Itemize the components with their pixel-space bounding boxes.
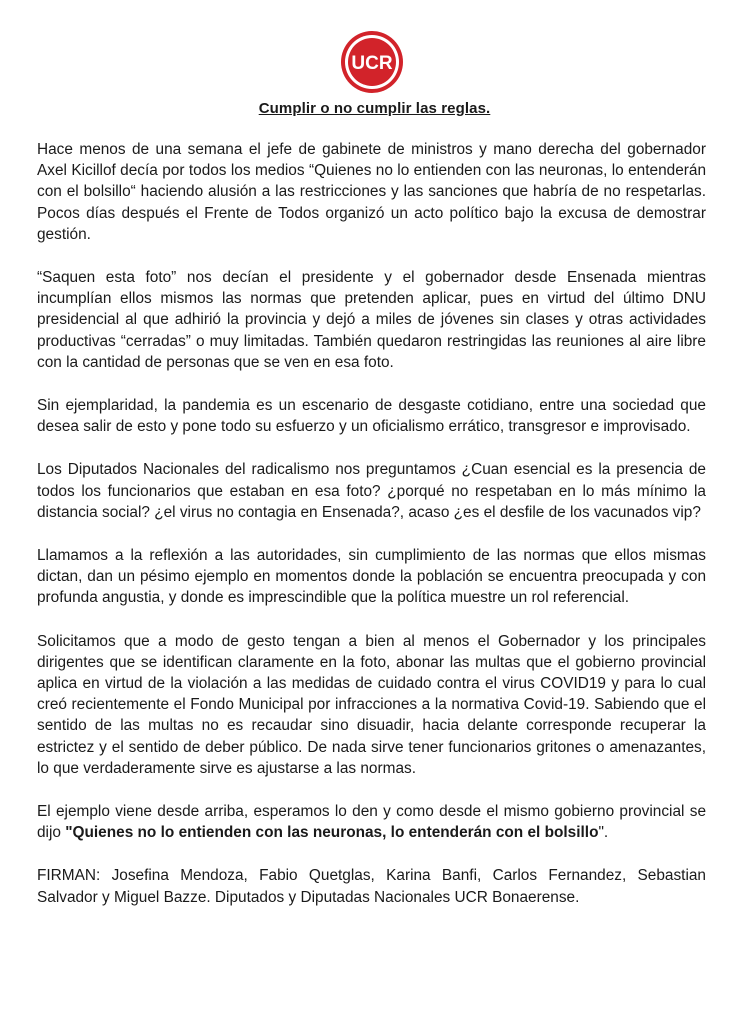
paragraph-2: “Saquen esta foto” nos decían el presidente y el gobernador desde Ensenada mientras incumplían ellos mismos las normas que pretenden aplicar, pues en virtud del último DNU presidencial al que adhirió la provincia y dejó a miles de jóvenes sin clases y otras actividades productivas “cerradas” o muy limitadas. También quedaron restringidas las reuniones al aire libre con la cantidad de personas que se ven en esa foto. [37,269,706,371]
closing-paragraph [37,801,706,843]
ucr-logo [340,30,404,94]
paragraph-5: Llamamos a la reflexión a las autoridades, sin cumplimiento de las normas que ellos mismas dictan, dan un pésimo ejemplo en momentos donde la población se encuentra preocupada y con profunda angustia, y donde es imprescindible que la política muestre un rol referencial. [37,547,706,607]
closing-suffix: ". [598,824,609,842]
closing-prefix: El ejemplo viene desde arriba, esperamos lo den y como desde el mismo gobierno provincial se dijo [37,803,706,842]
closing-quote: "Quienes no lo entienden con las neuronas, lo entenderán con el bolsillo [65,824,599,842]
paragraph-6: Solicitamos que a modo de gesto tengan a bien al menos el Gobernador y los principales dirigentes que se identifican claramente en la foto, abonar las multas que el gobierno provincial aplica en virtud de la violación a las medidas de cuidado contra el virus COVID19 y para lo cual creó recientemente el Fondo Municipal por infracciones a la normativa Covid-19. Sabiendo que el sentido de las multas no es recaudar sino disuadir, hacia delante corresponde recuperar la estrictez y el sentido de deber público. De nada sirve tener funcionarios gritones o amenazantes, lo que verdaderamente sirve es ajustarse a las normas. [37,632,706,777]
logo-text: UCR [351,53,393,74]
paragraph-1: Hace menos de una semana el jefe de gabinete de ministros y mano derecha del gobernador Axel Kicillof decía por todos los medios “Quienes no lo entienden con las neuronas, lo entenderán con el bolsillo“ haciendo alusión a las restricciones y las sanciones que habría de no respetarlas. Pocos días después el Frente de Todos organizó un acto político bajo la excusa de demostrar gestión. [37,141,706,243]
signature-paragraph: FIRMAN: Josefina Mendoza, Fabio Quetglas, Karina Banfi, Carlos Fernandez, Sebastian Salvador y Miguel Bazze. Diputados y Diputadas Nacionales UCR Bonaerense. [37,867,706,906]
document-body [37,139,706,908]
paragraph-4: Los Diputados Nacionales del radicalismo nos preguntamos ¿Cuan esencial es la presencia de todos los funcionarios que estaban en esa foto? ¿porqué no respetaban en lo más mínimo la distancia social? ¿el virus no contagia en Ensenada?, acaso ¿es el desfile de los vacunados vip? [37,461,706,521]
paragraph-3: Sin ejemplaridad, la pandemia es un escenario de desgaste cotidiano, entre una sociedad que desea salir de esto y pone todo su esfuerzo y un oficialismo errático, transgresor e improvisado. [37,397,706,436]
document-title: Cumplir o no cumplir las reglas. [258,100,491,117]
